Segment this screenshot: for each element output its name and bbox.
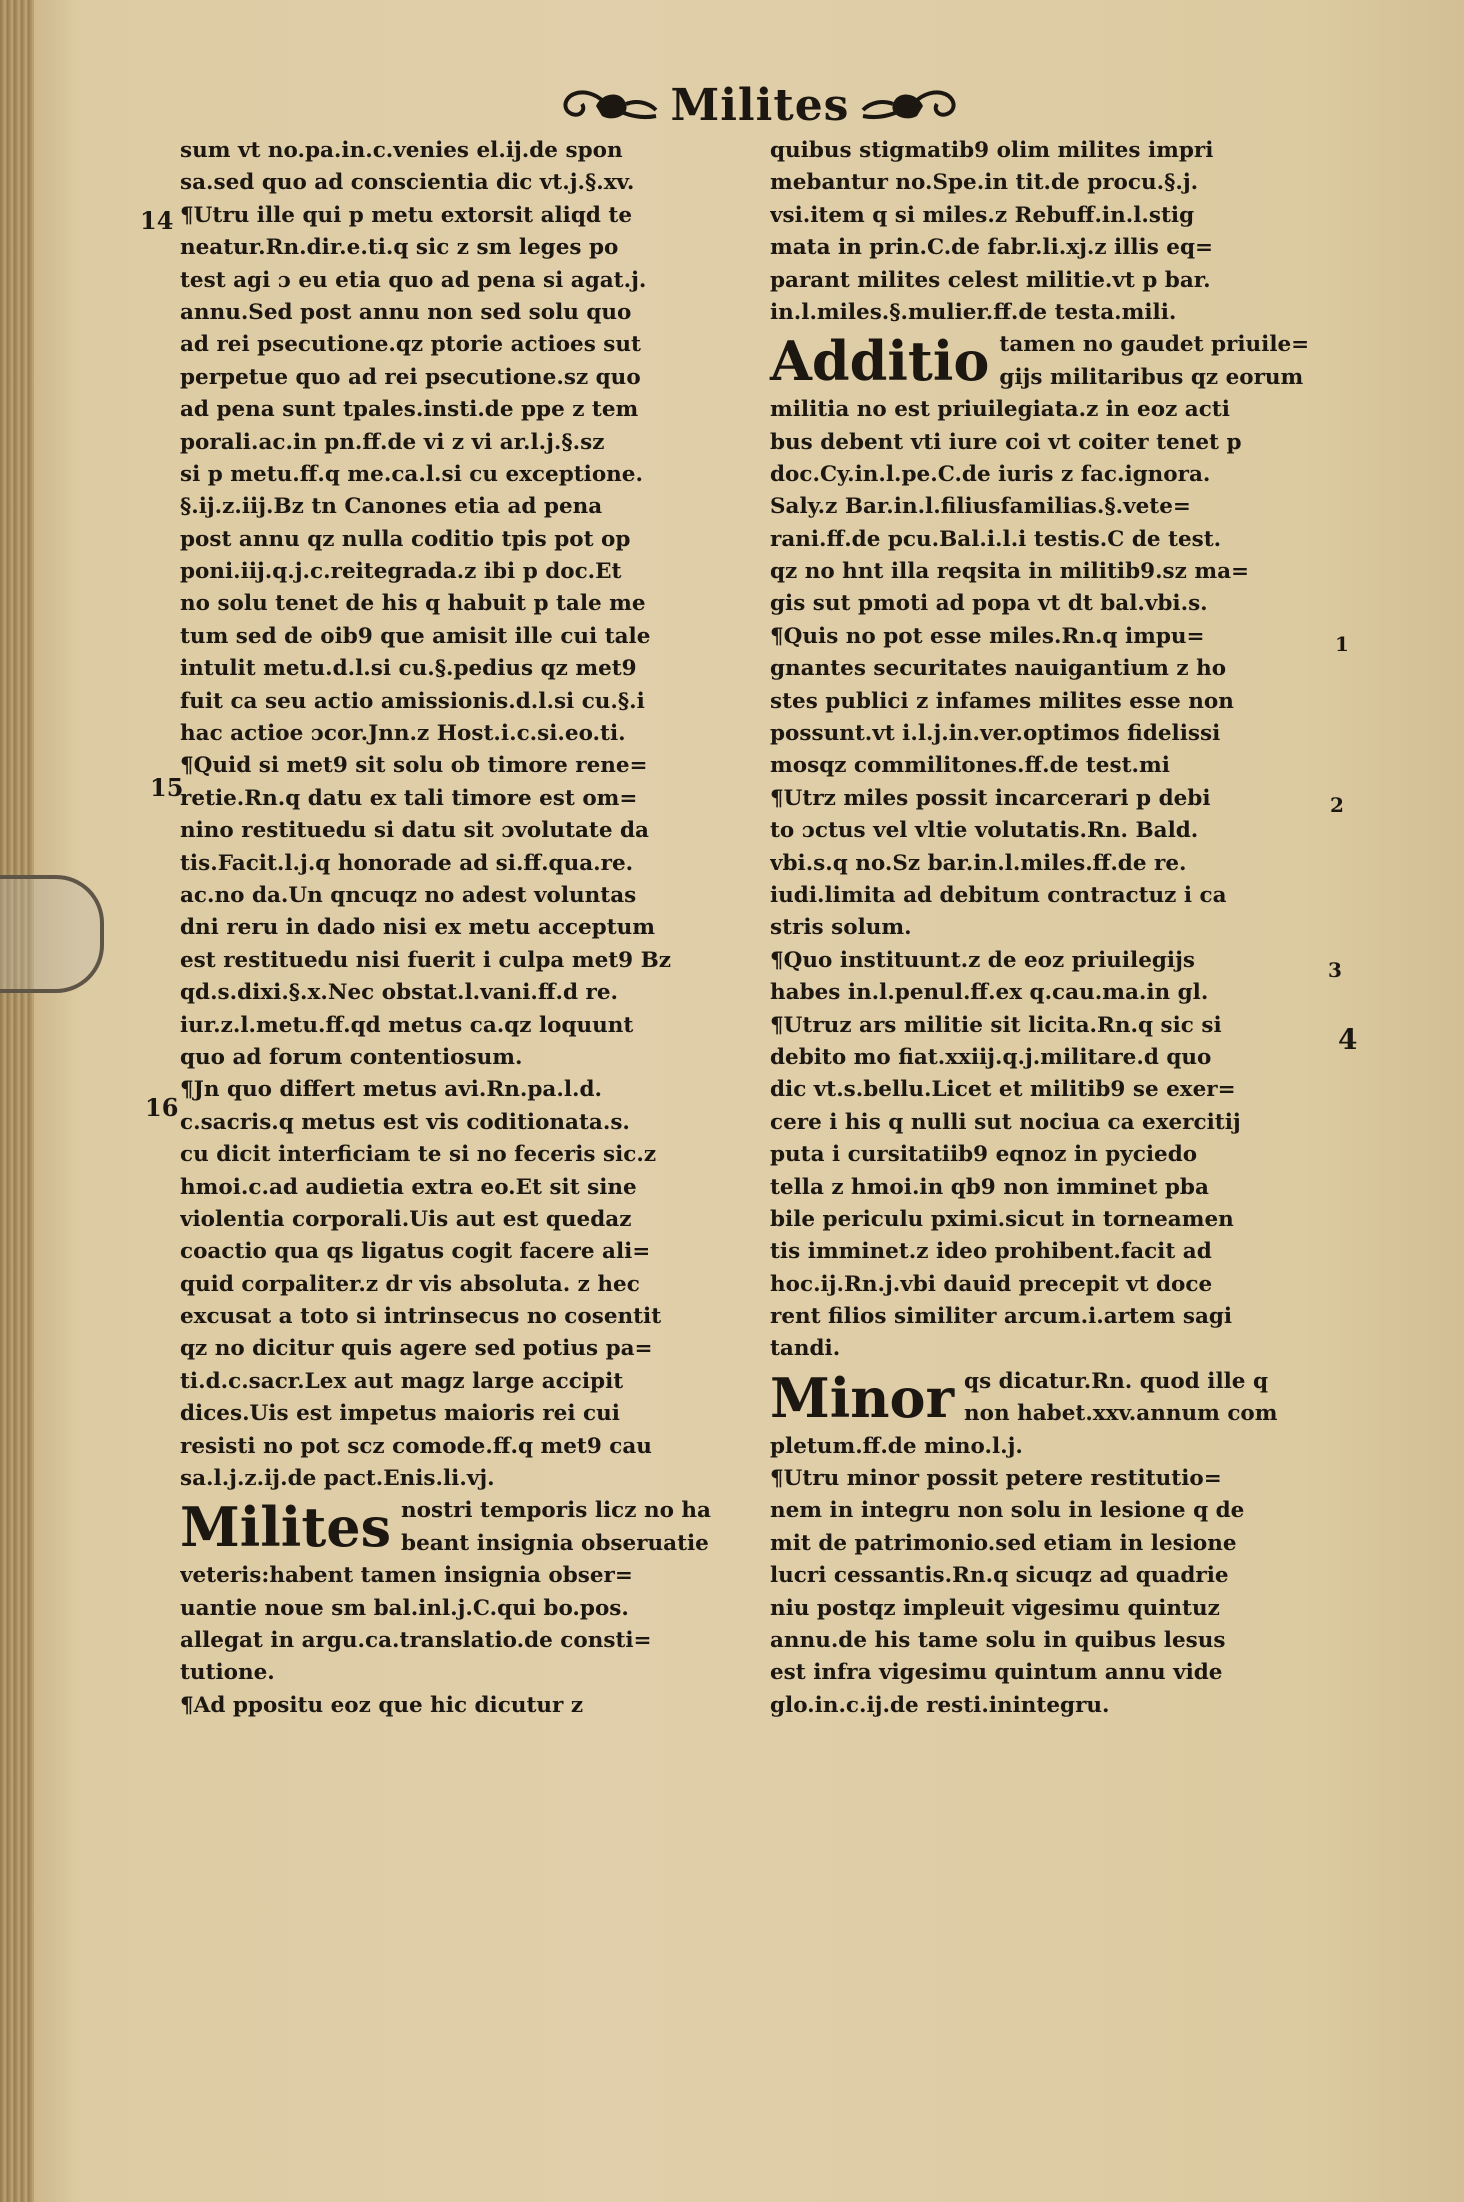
text-line: possunt.vt i.l.j.in.ver.optimos fidelissi — [770, 721, 1221, 747]
text-line: mit de patrimonio.sed etiam in lesione — [770, 1530, 1237, 1556]
text-line: non habet.xxv.annum com — [964, 1401, 1278, 1427]
text-line: annu.Sed post annu non sed solu quo — [180, 299, 632, 325]
text-line: cu dicit interficiam te si no feceris sic.z — [180, 1142, 657, 1168]
text-line: qd.s.dixi.§.x.Nec obstat.l.vani.ff.d re. — [180, 980, 619, 1006]
text-line: sum vt no.pa.in.c.venies el.ij.de spon — [180, 138, 623, 163]
text-line: dic vt.s.bellu.Licet et militib9 se exer= — [770, 1077, 1236, 1103]
margin-number-15: 15 — [150, 773, 184, 802]
text-line: nostri temporis licz no ha — [401, 1498, 711, 1524]
header-title: Milites — [670, 79, 850, 131]
left-column — [180, 135, 755, 1722]
text-line: ¶Quo instituunt.z de eoz priuilegijs — [770, 947, 1195, 973]
text-line: ad pena sunt tpales.insti.de ppe z tem — [180, 397, 639, 423]
text-line: ¶Jn quo differt metus avi.Rn.pa.l.d. — [180, 1077, 602, 1103]
text-line: tella z hmoi.in qb9 non imminet pba — [770, 1174, 1209, 1200]
text-line: Saly.z Bar.in.l.filiusfamilias.§.vete= — [770, 494, 1191, 520]
margin-mark-2: 2 — [1330, 793, 1344, 817]
text-line: coactio qua qs ligatus cogit facere ali= — [180, 1239, 651, 1265]
margin-number-14: 14 — [140, 206, 174, 235]
text-line: uantie noue sm bal.inl.j.C.qui bo.pos. — [180, 1595, 629, 1621]
text-line: doc.Cy.in.l.pe.C.de iuris z fac.ignora. — [770, 461, 1211, 487]
text-line: mebantur no.Spe.in tit.de procu.§.j. — [770, 170, 1199, 196]
right-column — [770, 135, 1365, 1722]
minor-initial-block — [770, 1366, 1365, 1431]
text-line: sa.sed quo ad conscientia dic vt.j.§.xv. — [180, 170, 635, 196]
text-line: rani.ff.de pcu.Bal.i.l.i testis.C de test. — [770, 526, 1222, 552]
text-line: niu postqz impleuit vigesimu quintuz — [770, 1595, 1220, 1621]
text-line: stris solum. — [770, 915, 912, 941]
text-line: pletum.ff.de mino.l.j. — [770, 1433, 1023, 1459]
right-lines-c — [770, 1431, 1365, 1723]
text-line: tum sed de oib9 que amisit ille cui tale — [180, 623, 651, 649]
minor-initial: Minor — [770, 1365, 955, 1430]
right-lines-a — [770, 135, 1365, 329]
milites-initial-block — [180, 1495, 755, 1560]
text-line: fuit ca seu actio amissionis.d.l.si cu.§.i — [180, 688, 645, 714]
text-line: porali.ac.in pn.ff.de vi z vi ar.l.j.§.sz — [180, 429, 605, 455]
text-line: habes in.l.penul.ff.ex q.cau.ma.in gl. — [770, 980, 1209, 1006]
text-line: mosqz commilitones.ff.de test.mi — [770, 753, 1170, 779]
text-line: si p metu.ff.q me.ca.l.si cu exceptione. — [180, 461, 643, 487]
text-line: vsi.item q si miles.z Rebuff.in.l.stig — [770, 202, 1195, 228]
text-line: cere i his q nulli sut nociua ca exercitij — [770, 1109, 1241, 1135]
text-line: nino restituedu si datu sit ɔvolutate da — [180, 818, 649, 844]
text-line: ¶Quis no pot esse miles.Rn.q impu= — [770, 623, 1205, 649]
text-line: poni.iij.q.j.c.reitegrada.z ibi p doc.Et — [180, 559, 622, 585]
text-line: to ɔctus vel vltie volutatis.Rn. Bald. — [770, 818, 1199, 844]
text-line: vbi.s.q no.Sz bar.in.l.miles.ff.de re. — [770, 850, 1187, 876]
text-line: in.l.miles.§.mulier.ff.de testa.mili. — [770, 299, 1177, 325]
text-line: gnantes securitates nauigantium z ho — [770, 656, 1227, 682]
margin-mark-4: 4 — [1338, 1023, 1358, 1056]
left-ornament-icon — [556, 82, 661, 128]
text-line: sa.l.j.z.ij.de pact.Enis.li.vj. — [180, 1466, 495, 1492]
text-line: qs dicatur.Rn. quod ille q — [964, 1368, 1268, 1394]
text-line: parant milites celest militie.vt p bar. — [770, 267, 1211, 293]
text-line: no solu tenet de his q habuit p tale me — [180, 591, 646, 617]
text-line: dni reru in dado nisi ex metu acceptum — [180, 915, 656, 941]
text-line: tamen no gaudet priuile= — [999, 332, 1310, 358]
additio-initial: Additio — [770, 329, 990, 394]
running-header — [540, 70, 980, 140]
right-ornament-icon — [859, 82, 964, 128]
text-line: iur.z.l.metu.ff.qd metus ca.qz loquunt — [180, 1012, 634, 1038]
text-line: dices.Uis est impetus maioris rei cui — [180, 1401, 620, 1427]
text-line: test agi ɔ eu etia quo ad pena si agat.j. — [180, 267, 647, 293]
page-clip — [0, 875, 104, 993]
additio-initial-block — [770, 329, 1365, 394]
text-line: intulit metu.d.l.si cu.§.pedius qz met9 — [180, 656, 637, 682]
text-line: est restituedu nisi fuerit i culpa met9 Bz — [180, 947, 672, 973]
text-line: puta i cursitatiib9 eqnoz in pyciedo — [770, 1142, 1198, 1168]
text-line: resisti no pot scz comode.ff.q met9 cau — [180, 1433, 652, 1459]
text-line: qz no dicitur quis agere sed potius pa= — [180, 1336, 653, 1362]
left-lines-a — [180, 135, 755, 1495]
text-line: mata in prin.C.de fabr.li.xj.z illis eq= — [770, 235, 1214, 261]
text-line: hac actioe ɔcor.Jnn.z Host.i.c.si.eo.ti. — [180, 721, 626, 747]
text-line: ¶Utru ille qui p metu extorsit aliqd te — [180, 202, 632, 228]
text-line: gis sut pmoti ad popa vt dt bal.vbi.s. — [770, 591, 1208, 617]
text-line: stes publici z infames milites esse non — [770, 688, 1234, 714]
margin-mark-3: 3 — [1328, 958, 1342, 982]
text-line: ¶Utru minor possit petere restitutio= — [770, 1466, 1222, 1492]
text-line: c.sacris.q metus est vis coditionata.s. — [180, 1109, 630, 1135]
text-line: ti.d.c.sacr.Lex aut magz large accipit — [180, 1368, 624, 1394]
text-line: iudi.limita ad debitum contractuz i ca — [770, 883, 1227, 908]
text-line: beant insignia obseruatie — [401, 1530, 709, 1556]
text-line: qz no hnt illa reqsita in militib9.sz ma= — [770, 559, 1250, 585]
text-line: lucri cessantis.Rn.q sicuqz ad quadrie — [770, 1563, 1229, 1589]
text-line: ad rei psecutione.qz ptorie actioes sut — [180, 332, 641, 358]
margin-number-16: 16 — [145, 1093, 179, 1122]
text-line: glo.in.c.ij.de resti.inintegru. — [770, 1692, 1110, 1718]
text-line: veteris:habent tamen insignia obser= — [180, 1563, 633, 1589]
text-line: bile periculu pximi.sicut in torneamen — [770, 1206, 1234, 1232]
right-lines-b — [770, 394, 1365, 1366]
text-line: gijs militaribus qz eorum — [999, 364, 1304, 390]
text-line: militia no est priuilegiata.z in eoz acti — [770, 397, 1230, 423]
text-line: tandi. — [770, 1336, 841, 1362]
text-line: est infra vigesimu quintum annu vide — [770, 1660, 1223, 1686]
text-line: §.ij.z.iij.Bz tn Canones etia ad pena — [180, 494, 603, 520]
text-line: excusat a toto si intrinsecus no cosentit — [180, 1304, 662, 1330]
text-line: rent filios similiter arcum.i.artem sagi — [770, 1304, 1233, 1330]
text-line: post annu qz nulla coditio tpis pot op — [180, 526, 631, 552]
text-line: allegat in argu.ca.translatio.de consti= — [180, 1627, 652, 1653]
margin-mark-1: 1 — [1335, 632, 1349, 656]
text-line: retie.Rn.q datu ex tali timore est om= — [180, 785, 638, 811]
text-line: annu.de his tame solu in quibus lesus — [770, 1628, 1226, 1653]
text-line: quibus stigmatib9 olim milites impri — [770, 138, 1214, 163]
text-line: hmoi.c.ad audietia extra eo.Et sit sine — [180, 1174, 637, 1200]
text-line: tis imminet.z ideo prohibent.facit ad — [770, 1239, 1212, 1265]
text-line: bus debent vti iure coi vt coiter tenet p — [770, 429, 1242, 455]
text-line: neatur.Rn.dir.e.ti.q sic z sm leges po — [180, 235, 619, 261]
text-line: debito mo fiat.xxiij.q.j.militare.d quo — [770, 1044, 1212, 1070]
text-line: ¶Utruz ars militie sit licita.Rn.q sic si — [770, 1012, 1222, 1038]
text-line: violentia corporali.Uis aut est quedaz — [180, 1206, 632, 1232]
text-line: perpetue quo ad rei psecutione.sz quo — [180, 364, 641, 390]
text-line: hoc.ij.Rn.j.vbi dauid precepit vt doce — [770, 1271, 1213, 1297]
text-line: tutione. — [180, 1660, 275, 1686]
text-line: tis.Facit.l.j.q honorade ad si.ff.qua.re. — [180, 850, 634, 876]
text-line: ¶Ad ppositu eoz que hic dicutur z — [180, 1692, 584, 1718]
milites-initial: Milites — [180, 1495, 392, 1560]
text-line: ¶Quid si met9 sit solu ob timore rene= — [180, 753, 648, 779]
text-line: nem in integru non solu in lesione q de — [770, 1498, 1245, 1524]
text-line: quo ad forum contentiosum. — [180, 1044, 523, 1070]
text-line: ac.no da.Un qncuqz no adest voluntas — [180, 882, 637, 908]
book-gutter — [0, 0, 34, 2202]
text-line: quid corpaliter.z dr vis absoluta. z hec — [180, 1271, 640, 1297]
left-lines-b — [180, 1560, 755, 1722]
text-line: ¶Utrz miles possit incarcerari p debi — [770, 785, 1211, 811]
